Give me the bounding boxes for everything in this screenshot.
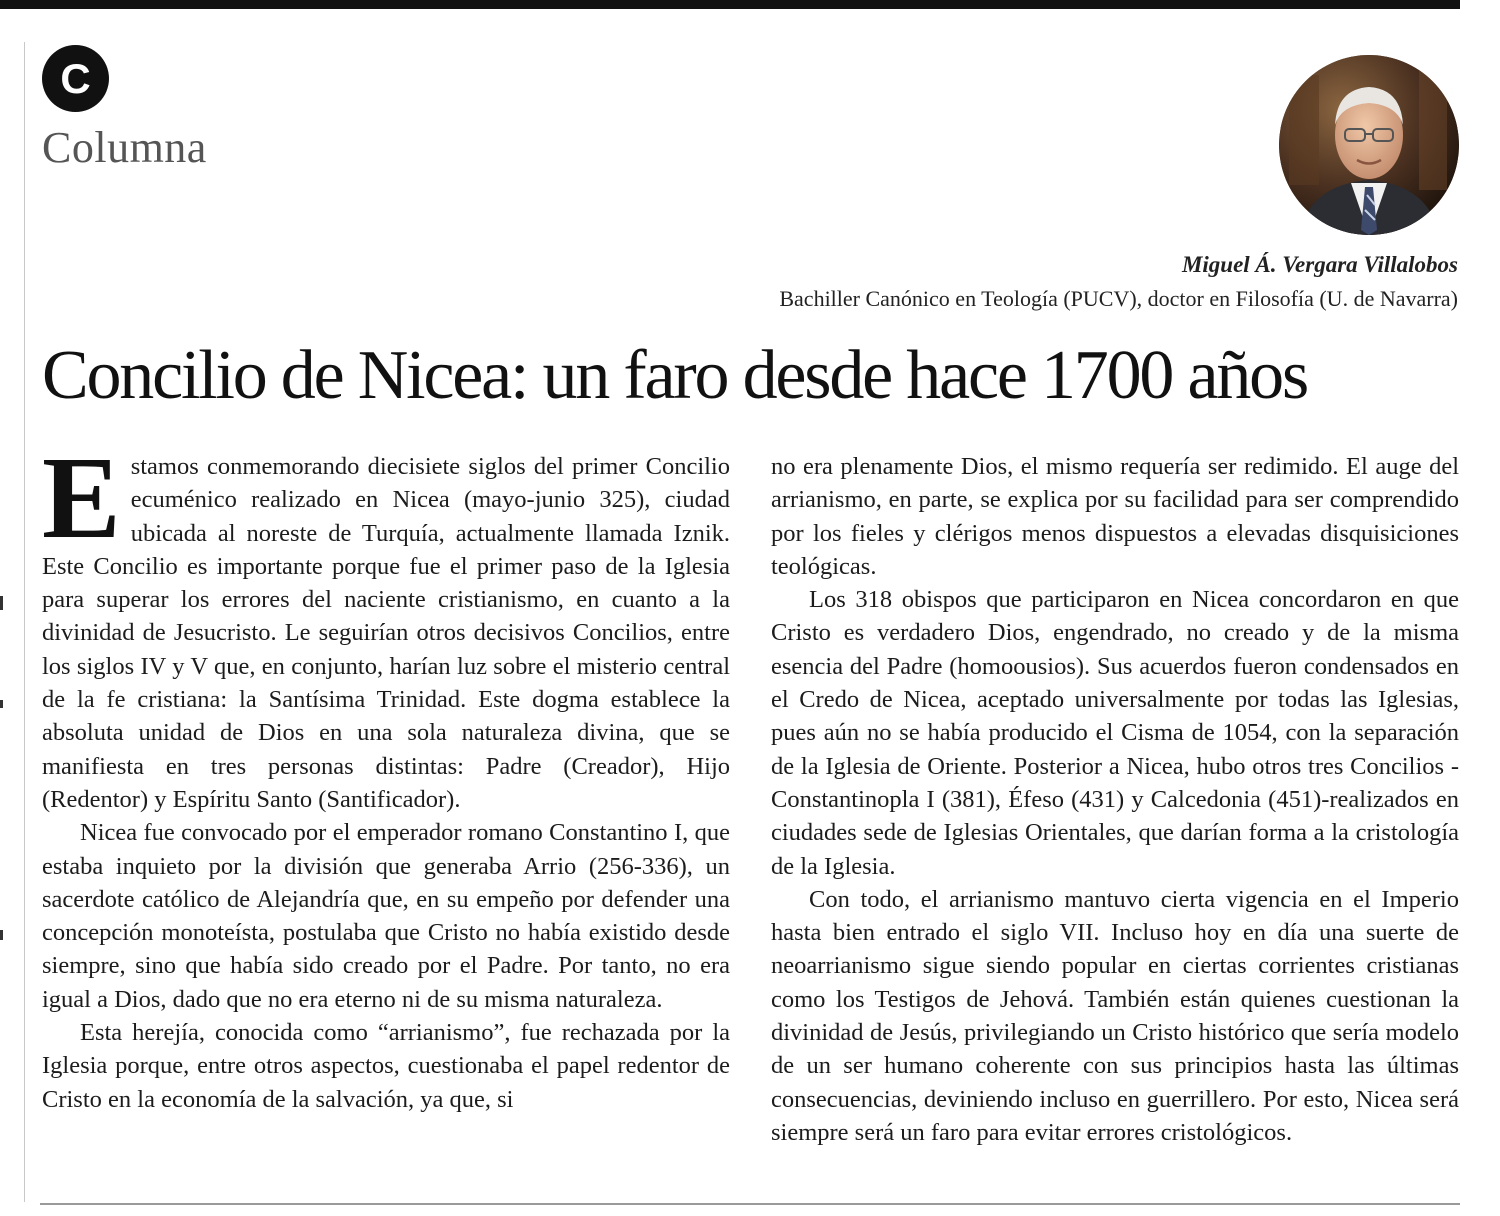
article-paragraph bbox=[42, 432, 730, 816]
bottom-rule bbox=[40, 1203, 1460, 1205]
section-label: Columna bbox=[42, 123, 207, 172]
edge-mark bbox=[0, 596, 3, 610]
section-badge-letter: C bbox=[60, 54, 91, 102]
article-paragraph: Nicea fue convocado por el emperador romano Constantino I, que estaba inquieto por la división que generaba Arrio (256-336), un sacerdote católico de Alejandría que, en su empeño por defender una concepción monoteísta, postulaba que Cristo no había existido desde siempre, sino que había sido creado por el Padre. Por tanto, no era igual a Dios, dado que no era eterno ni de su misma naturaleza. bbox=[42, 819, 730, 1013]
column-divider bbox=[24, 42, 25, 1202]
article-paragraph: no era plenamente Dios, el mismo requería ser redimido. El auge del arrianismo, en parte, se explica por su facilidad para ser comprendido por los fieles y clérigos menos dispuestos a elevadas disquisiciones teológicas. bbox=[771, 453, 1459, 580]
drop-cap: E bbox=[42, 432, 121, 563]
article-paragraph: Los 318 obispos que participaron en Nicea concordaron en que Cristo es verdadero Dios, engendrado, no creado y de la misma esencia del Padre (homoousios). Sus acuerdos fueron condensados en el Credo de Nicea, aceptado universalmente por todas las Iglesias, pues aún no se había producido el Cisma de 1054, con la separación de la Iglesia de Oriente. Posterior a Nicea, hubo otros tres Concilios -Constantinopla I (381), Éfeso (431) y Calcedonia (451)-realizados en ciudades sede de Iglesias Orientales, que darían forma a la cristología de la Iglesia. bbox=[771, 586, 1459, 880]
edge-mark bbox=[0, 930, 3, 940]
article-column-right bbox=[771, 450, 1459, 1149]
edge-mark bbox=[0, 700, 3, 708]
article-headline: Concilio de Nicea: un faro desde hace 1700 años bbox=[42, 337, 1308, 414]
article-paragraph: Con todo, el arrianismo mantuvo cierta vigencia en el Imperio hasta bien entrado el siglo VII. Incluso hoy en día una suerte de neoarrianismo sigue siendo popular en ciertas corrientes cristianas como los Testigos de Jehová. También están quienes cuestionan la divinidad de Jesús, privilegiando un Cristo histórico que sería modelo de un ser humano coherente con sus principios hasta las últimas consecuencias, deviniendo incluso en guerrillero. Por esto, Nicea será siempre será un faro para evitar errores cristológicos. bbox=[771, 885, 1459, 1146]
top-rule bbox=[0, 0, 1460, 9]
article-column-left bbox=[42, 432, 730, 1116]
author-title: Bachiller Canónico en Teología (PUCV), doctor en Filosofía (U. de Navarra) bbox=[779, 286, 1458, 311]
paragraph-text: stamos conmemorando diecisiete siglos del primer Concilio ecuménico realizado en Nicea (mayo-junio 325), ciudad ubicada al noreste de Turquía, actualmente llamada Iznik. Este Concilio es importante porque fue el primer paso de la Iglesia para superar los errores del naciente cristianismo, en cuanto a la divinidad de Jesucristo. Le seguirían otros decisivos Concilios, entre los siglos IV y V que, en conjunto, harían luz sobre el misterio central de la fe cristiana: la Santísima Trinidad. Este dogma establece la absoluta unidad de Dios en una sola naturaleza divina, que se manifiesta en tres personas distintas: Padre (Creador), Hijo (Redentor) y Espíritu Santo (Santificador). bbox=[42, 453, 730, 813]
article-paragraph: Esta herejía, conocida como “arrianismo”, fue rechazada por la Iglesia porque, entre otros aspectos, cuestionaba el papel redentor de Cristo en la economía de la salvación, ya que, si bbox=[42, 1019, 730, 1113]
author-photo bbox=[1279, 55, 1459, 235]
author-name: Miguel Á. Vergara Villalobos bbox=[1181, 252, 1458, 277]
author-portrait-icon bbox=[1279, 55, 1459, 235]
section-badge bbox=[42, 45, 109, 112]
